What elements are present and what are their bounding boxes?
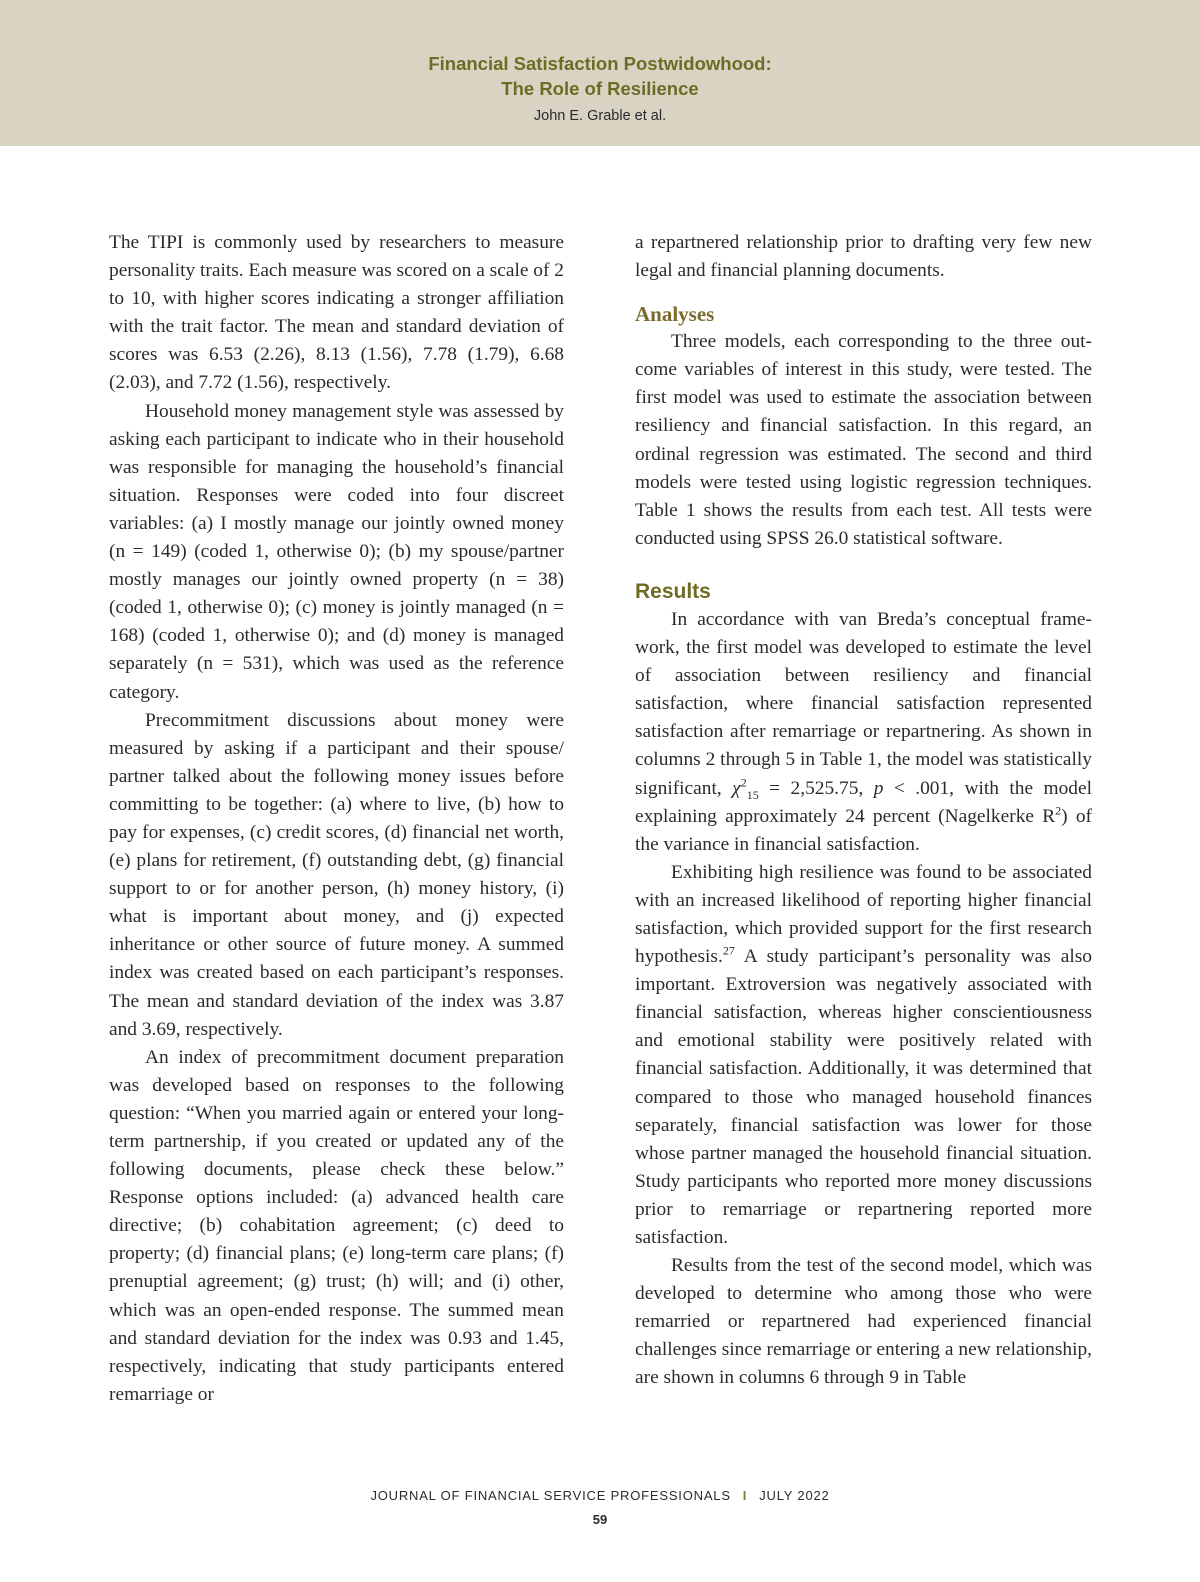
- results-text-a: In accordance with van Breda’s conceptual framework, the first model was developed to estimate the level of association between resiliency and financial satisfaction, where financial satisfaction represented satisfaction after remarriage or repartnering. As shown in columns 2 through 5 in Table 1, the model was statistically significant,: [635, 608, 1092, 799]
- paragraph-precommitment-documents: An index of precommitment document preparation was developed based on responses to the following question: “When you married again or entered your long-term partnership, if you created or updated any of the following documents, please check these below.” Response options included: (a) advanced health care directive; (b) cohabitation agreement; (c) deed to property; (d) financial plans; (e) long-term care plans; (f) prenuptial agreement; (g) trust; (h) will; and (i) other, which was an open-ended response. The summed mean and standard deviation for the index was 0.93 and 1.45, respectively, indicating that study participants entered remarriage or: [109, 1046, 564, 1405]
- results-resilience-text-b: A study participant’s personality was also important. Extroversion was negatively associated with financial satisfaction, whereas higher conscientiousness and emotional stability were positively related with financial satisfaction. Additionally, it was determined that compared to those who managed household finances separately, financial satisfaction was lower for those whose partner managed the household financial situation. Study participants who reported more money discussions prior to remarriage or repartnering reported more satisfaction.: [635, 946, 1092, 1248]
- results-text-d: ) of the variance in financial satisfaction.: [635, 805, 1092, 855]
- footer-separator: I: [742, 1488, 748, 1503]
- heading-analyses: Analyses: [635, 302, 715, 327]
- page-number: 59: [592, 1512, 608, 1527]
- article-authors: John E. Grable et al.: [533, 108, 667, 124]
- paragraph-precommitment-discussions: Precommitment discussions about money were measured by asking if a participant and their spouse/ partner talked about the following money issues before committing to be together: (a) where to live, (b) how to pay for expenses, (c) credit scores, (d) financial net worth, (e) plans for retirement, (f) outstanding debt, (g) financial support to or for another person, (h) money history, (i) what is important about money, and (j) expected inheritance or other source of future money. A summed index was created based on each participant’s responses. The mean and standard deviation of the index was 3.87 and 3.69, respectively.: [109, 709, 564, 1040]
- paragraph-tipi: The TIPI is commonly used by researchers to measure personality traits. Each measure was scored on a scale of 2 to 10, with higher scores indicating a stronger affiliation with the trait factor. The mean and standard deviation of scores was 6.53 (2.26), 8.13 (1.56), 7.78 (1.79), 6.68 (2.03), and 7.72 (1.56), respectively.: [109, 232, 564, 394]
- r-squared-superscript: 2: [1055, 803, 1062, 818]
- article-title: [0, 51, 1200, 101]
- chi-square-subscript: 15: [746, 787, 759, 802]
- results-text-b: = 2,525.75,: [758, 777, 874, 799]
- paragraph-continuation: a repartnered relationship prior to drafting very few new legal and financial planning documents.: [635, 232, 1092, 282]
- chi-square-symbol: χ: [732, 777, 741, 799]
- heading-results: Results: [635, 579, 711, 603]
- paragraph-analyses: Three models, each corresponding to the three outcome variables of interest in this study, were tested. The first model was used to estimate the association between resiliency and financial satisfaction. In this regard, an ordinal regression was estimated. The second and third models were tested using logistic regression techniques. Table 1 shows the results from each test. All tests were conducted using SPSS 26.0 statistical software.: [635, 331, 1092, 549]
- footer-journal-name: JOURNAL OF FINANCIAL SERVICE PROFESSIONALS: [370, 1488, 731, 1503]
- footer-journal-line: [0, 1488, 1200, 1503]
- p-value-symbol: p: [873, 777, 884, 799]
- footer-date: JULY 2022: [759, 1488, 830, 1503]
- paragraph-results-model-2: Results from the test of the second model, which was developed to determine who among those who were remarried or repartnered had experienced financial challenges since remarriage or entering a new relationship, are shown in columns 6 through 9 in Table: [635, 1255, 1092, 1389]
- paragraph-results-model-1: [635, 606, 1092, 859]
- results-text-c: < .001, with the model explaining approximately 24 percent (Nagelkerke R: [635, 777, 1092, 827]
- paragraph-results-resilience: [635, 859, 1092, 1252]
- paragraph-money-management: Household money management style was assessed by asking each participant to indicate who in their household was responsible for managing the household’s financial situation. Responses were coded into four discreet variables: (a) I mostly manage our jointly owned money (n = 149) (coded 1, otherwise 0); (b) my spouse/partner mostly manages our jointly owned property (n = 38) (coded 1, otherwise 0); (c) money is jointly managed (n = 168) (coded 1, otherwise 0); and (d) money is managed separately (n = 531), which was used as the reference category.: [109, 400, 564, 703]
- chi-square-superscript: 2: [740, 775, 747, 790]
- right-column: [635, 229, 1092, 1393]
- article-title-line-2: The Role of Resilience: [501, 78, 699, 99]
- left-column: [109, 229, 564, 1409]
- article-title-line-1: Financial Satisfaction Postwidowhood:: [428, 53, 772, 74]
- footnote-reference-27: 27: [722, 943, 735, 958]
- results-resilience-text-a: Exhibiting high resilience was found to be associated with an increased likelihood of reporting higher financial satisfaction, which provided support for the first research hypothesis.: [635, 861, 1092, 968]
